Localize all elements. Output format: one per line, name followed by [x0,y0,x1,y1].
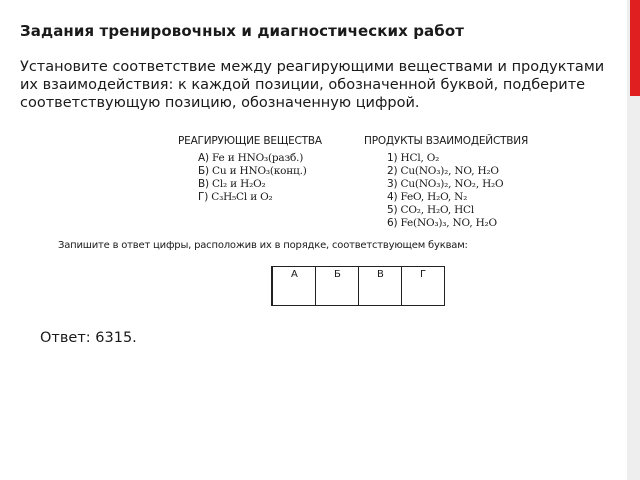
product-number: 5) [387,204,398,216]
product-6 [387,217,497,230]
product-number: 4) [387,191,398,203]
reagents-heading: РЕАГИРУЮЩИЕ ВЕЩЕСТВА [178,135,322,147]
product-text: HCl, O₂ [400,152,440,164]
column-letter: Г [420,269,427,280]
column-letter: Б [334,269,341,280]
product-4 [387,191,467,204]
product-2 [387,165,499,178]
reagent-letter: А) [198,152,209,164]
answer-text: Ответ: 6315. [40,330,137,346]
task-intro: Установите соответствие между реагирующими веществами и продуктами их взаимодействия: к каждой позиции, обозначенной буквой, подберите соответствующую позицию, обозначенную цифрой. [20,59,605,111]
products-heading: ПРОДУКТЫ ВЗАИМОДЕЙСТВИЯ [364,135,529,147]
reagent-letter: В) [198,178,209,190]
slide-title: Задания тренировочных и диагностических работ [20,22,465,40]
reagent-letter: Б) [198,165,209,177]
product-5 [387,204,474,217]
reagent-text: Fe и HNO₃(разб.) [212,152,304,164]
reagent-a [198,152,303,165]
product-number: 2) [387,165,398,177]
product-number: 6) [387,217,398,229]
answer-table-row [272,267,445,306]
answer-cell-a[interactable] [272,267,316,306]
product-text: Cu(NO₃)₂, NO₂, H₂O [400,178,504,190]
reagent-text: Cu и HNO₃(конц.) [212,165,307,177]
reagent-text: C₃H₅Cl и O₂ [211,191,273,203]
reagent-g [198,191,273,204]
reagent-letter: Г) [198,191,209,203]
product-text: FeO, H₂O, N₂ [400,191,468,203]
product-1 [387,152,439,165]
product-number: 3) [387,178,398,190]
reagent-v [198,178,266,191]
product-3 [387,178,503,191]
answer-cell-b[interactable] [316,267,359,306]
product-number: 1) [387,152,398,164]
answer-cell-v[interactable] [359,267,402,306]
reagent-text: Cl₂ и H₂O₂ [212,178,266,190]
reagent-b [198,165,307,178]
answer-cell-g[interactable] [402,267,445,306]
product-text: Fe(NO₃)₃, NO, H₂O [400,217,497,229]
side-accent-red [630,0,640,96]
column-letter: В [377,269,384,280]
answer-table [271,266,445,306]
product-text: Cu(NO₃)₂, NO, H₂O [400,165,499,177]
product-text: CO₂, H₂O, HCl [400,204,475,216]
answer-instruction: Запишите в ответ цифры, расположив их в порядке, соответствующем буквам: [58,240,468,251]
column-letter: А [291,269,298,280]
